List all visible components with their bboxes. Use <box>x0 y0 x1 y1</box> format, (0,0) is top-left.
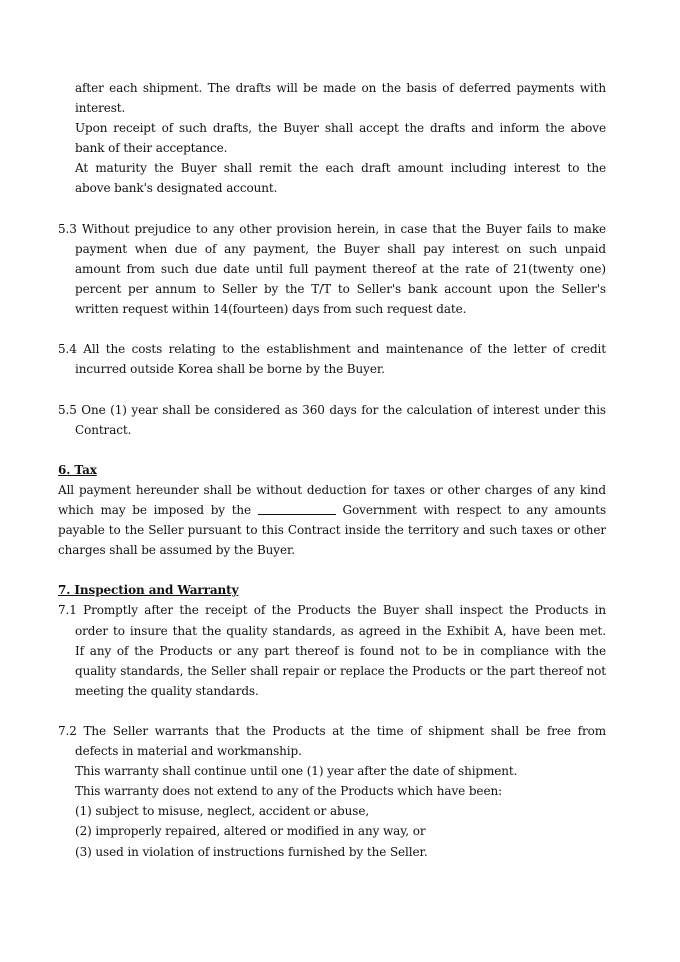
text-line: payable to the Seller pursuant to this Contract inside the territory and such taxes or other <box>58 523 606 538</box>
text-line: Upon receipt of such drafts, the Buyer shall accept the drafts and inform the above <box>75 121 606 136</box>
clause-7-2: 7.2 The Seller warrants that the Products at the time of shipment shall be free from <box>58 724 606 738</box>
text-line: incurred outside Korea shall be borne by the Buyer. <box>75 362 385 377</box>
list-item: (1) subject to misuse, neglect, accident or abuse, <box>75 804 370 819</box>
text-line: Contract. <box>75 422 132 437</box>
clause-5-5: 5.5 One (1) year shall be considered as 360 days for the calculation of interest under this <box>58 402 606 417</box>
text-line: amount from such due date until full payment thereof at the rate of 21(twenty one) <box>75 261 606 276</box>
text-line: order to insure that the quality standards, as agreed in the Exhibit A, have been met. <box>75 623 606 638</box>
list-item: (2) improperly repaired, altered or modified in any way, or <box>75 824 426 839</box>
text-line: At maturity the Buyer shall remit the each draft amount including interest to the <box>75 161 606 176</box>
text-line: All payment hereunder shall be without deduction for taxes or other charges of any kind <box>58 482 606 497</box>
contract-text <box>58 78 606 862</box>
text-line: quality standards, the Seller shall repair or replace the Products or the part thereof not <box>75 663 606 678</box>
clause-7-1: 7.1 Promptly after the receipt of the Products the Buyer shall inspect the Products in <box>58 603 606 618</box>
text-fragment: Government with respect to any amounts <box>342 502 607 517</box>
text-fragment: which may be imposed by the <box>58 502 252 517</box>
text-line: charges shall be assumed by the Buyer. <box>58 543 296 558</box>
blank-field <box>258 502 336 515</box>
text-line <box>58 500 606 520</box>
clause-5-3: 5.3 Without prejudice to any other provision herein, in case that the Buyer fails to make <box>58 221 606 236</box>
text-line: defects in material and workmanship. <box>75 744 302 759</box>
text-line: payment when due of any payment, the Buyer shall pay interest on such unpaid <box>75 241 606 256</box>
text-line: interest. <box>75 101 126 116</box>
text-line: above bank's designated account. <box>75 181 278 196</box>
section-heading-inspection: 7. Inspection and Warranty <box>58 583 239 598</box>
text-line: meeting the quality standards. <box>75 683 259 698</box>
section-heading-tax: 6. Tax <box>58 462 97 477</box>
text-line: bank of their acceptance. <box>75 141 228 156</box>
text-line: percent per annum to Seller by the T/T to Seller's bank account upon the Seller's <box>75 281 606 296</box>
list-item: (3) used in violation of instructions furnished by the Seller. <box>75 844 428 859</box>
text-line: after each shipment. The drafts will be made on the basis of deferred payments with <box>75 81 606 95</box>
text-line: This warranty does not extend to any of the Products which have been: <box>75 784 503 799</box>
text-line: If any of the Products or any part thereof is found not to be in compliance with the <box>75 643 606 658</box>
text-line: written request within 14(fourteen) days from such request date. <box>75 302 467 317</box>
clause-5-4: 5.4 All the costs relating to the establishment and maintenance of the letter of credit <box>58 342 606 357</box>
text-line: This warranty shall continue until one (1) year after the date of shipment. <box>75 764 518 779</box>
